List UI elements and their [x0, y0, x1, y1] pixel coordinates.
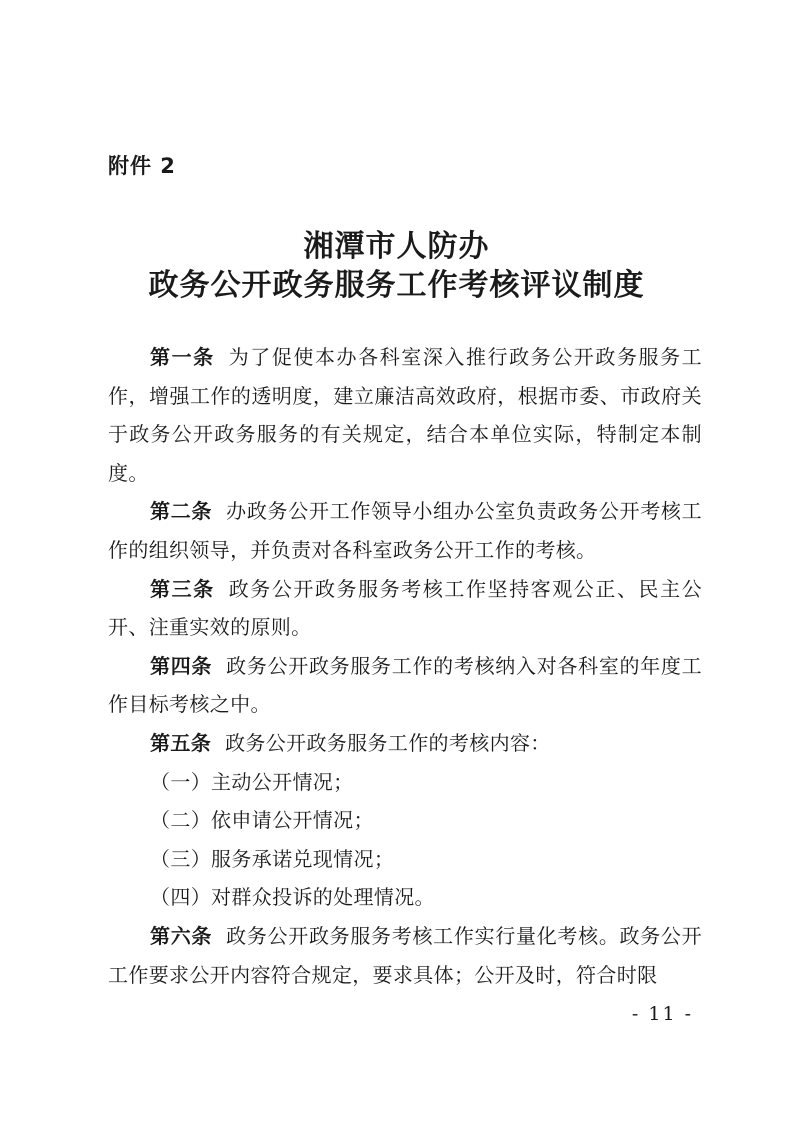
document-body [108, 338, 702, 994]
paragraph-text: 政务公开政务服务工作的考核纳入对各科室的年度工作目标考核之中。 [108, 653, 702, 717]
paragraph-text: 政务公开政务服务考核工作坚持客观公正、民主公开、注重实效的原则。 [108, 576, 702, 640]
list-item [108, 801, 702, 840]
paragraph-text: （一）主动公开情况； [150, 769, 354, 794]
paragraph [108, 647, 702, 724]
list-item [108, 840, 702, 879]
paragraph [108, 570, 702, 647]
page-number: - 11 - [631, 1003, 693, 1025]
list-item [108, 878, 702, 917]
article-label: 第四条 [150, 653, 213, 678]
paragraph-text: 为了促使本办各科室深入推行政务公开政务服务工作，增强工作的透明度，建立廉洁高效政府，根据市委、市政府关于政务公开政务服务的有关规定，结合本单位实际，特制定本制度。 [108, 345, 702, 485]
document-title-line2: 政务公开政务服务工作考核评议制度 [148, 268, 645, 303]
article-label: 第一条 [150, 345, 215, 369]
paragraph-text: （四）对群众投诉的处理情况。 [150, 885, 435, 910]
document-title-line1: 湘潭市人防办 [303, 229, 490, 264]
paragraph [108, 724, 702, 763]
paragraph-text: （三）服务承诺兑现情况； [150, 846, 395, 871]
article-label: 第六条 [150, 923, 213, 948]
paragraph-text: 政务公开政务服务考核工作实行量化考核。政务公开工作要求公开内容符合规定，要求具体；公开及时，符合时限 [108, 923, 702, 987]
article-label: 第三条 [150, 576, 215, 601]
paragraph-text: 政务公开政务服务工作的考核内容： [225, 730, 551, 755]
paragraph [108, 492, 702, 569]
attachment-label: 附件 2 [108, 154, 176, 178]
paragraph-text: 办政务公开工作领导小组办公室负责政务公开考核工作的组织领导，并负责对各科室政务公开工作的考核。 [108, 499, 702, 562]
list-item [108, 763, 702, 802]
paragraph [108, 338, 702, 492]
article-label: 第二条 [150, 499, 213, 524]
paragraph-text: （二）依申请公开情况； [150, 808, 374, 833]
paragraph [108, 917, 702, 994]
article-label: 第五条 [150, 730, 212, 755]
